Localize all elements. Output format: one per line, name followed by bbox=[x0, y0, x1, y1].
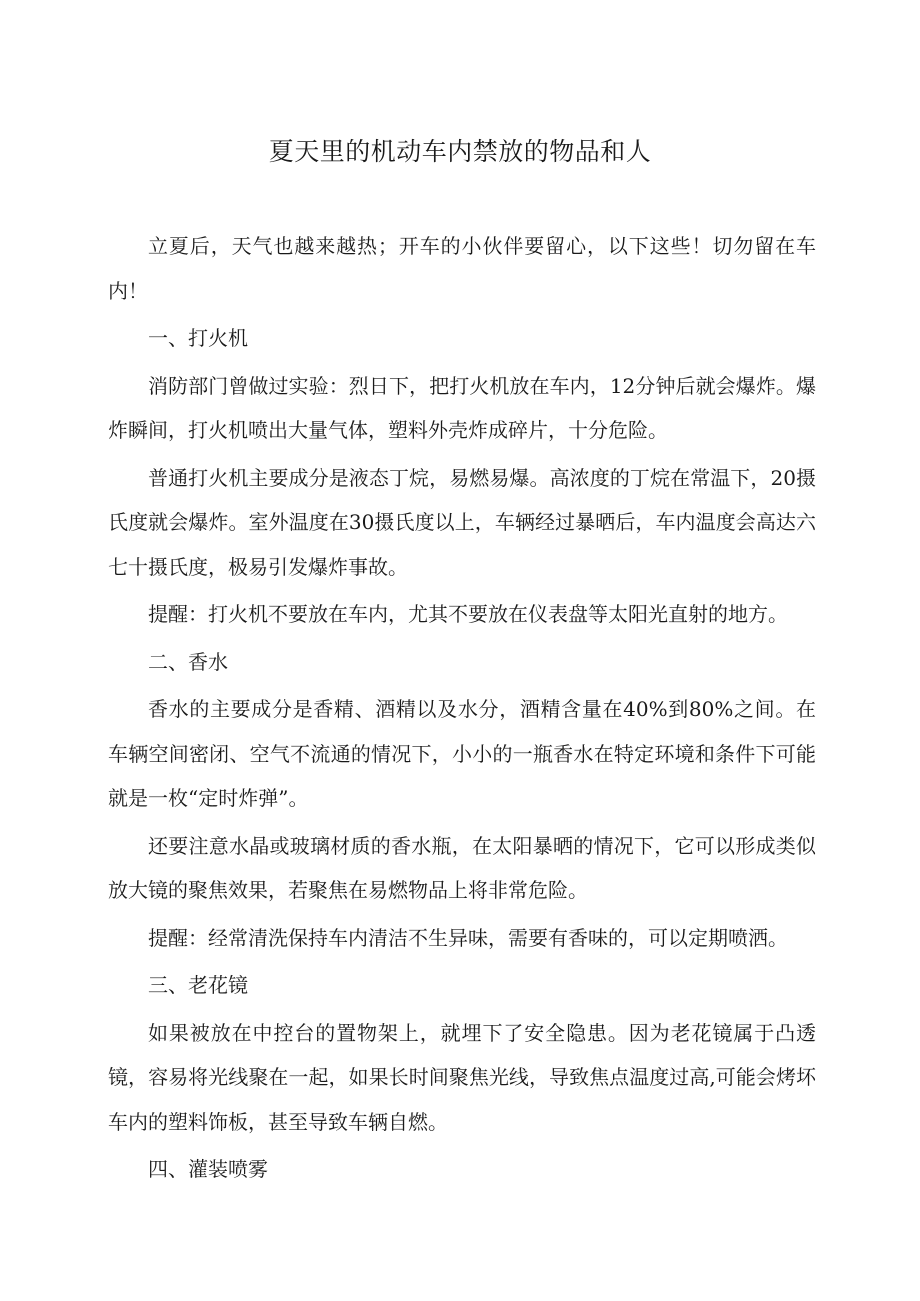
perfume-paragraph-1: 香水的主要成分是香精、酒精以及水分，酒精含量在40%到80%之间。在车辆空间密闭、空气不流通的情况下，小小的一瓶香水在特定环境和条件下可能就是一枚“定时炸弹”。 bbox=[108, 697, 816, 810]
section-heading-lighter: 一、打火机 bbox=[148, 326, 248, 350]
section-heading-spray-cans: 四、灌装喷雾 bbox=[148, 1157, 268, 1181]
lighter-reminder: 提醒：打火机不要放在车内，尤其不要放在仪表盘等太阳光直射的地方。 bbox=[148, 602, 788, 626]
section-heading-reading-glasses: 三、老花镜 bbox=[148, 973, 248, 997]
reading-glasses-paragraph-1: 如果被放在中控台的置物架上，就埋下了安全隐患。因为老花镜属于凸透镜，容易将光线聚在一起，如果长时间聚焦光线，导致焦点温度过高,可能会烤坏车内的塑料饰板，甚至导致车辆自燃。 bbox=[108, 1020, 816, 1134]
section-heading-perfume: 二、香水 bbox=[148, 649, 228, 674]
document-body bbox=[108, 224, 816, 1195]
page-title: 夏天里的机动车内禁放的物品和人 bbox=[268, 137, 652, 166]
lighter-paragraph-2: 普通打火机主要成分是液态丁烷，易燃易爆。高浓度的丁烷在常温下，20摄氏度就会爆炸。室外温度在30摄氏度以上，车辆经过暴晒后，车内温度会高达六七十摄氏度，极易引发爆炸事故。 bbox=[108, 465, 816, 579]
perfume-reminder: 提醒：经常清洗保持车内清洁不生异味，需要有香味的，可以定期喷洒。 bbox=[148, 925, 788, 950]
intro-paragraph: 立夏后，天气也越来越热；开车的小伙伴要留心，以下这些！切勿留在车内！ bbox=[108, 234, 816, 303]
lighter-paragraph-1: 消防部门曾做过实验：烈日下，把打火机放在车内，12分钟后就会爆炸。爆炸瞬间，打火机喷出大量气体，塑料外壳炸成碎片，十分危险。 bbox=[108, 373, 816, 442]
perfume-paragraph-2: 还要注意水晶或玻璃材质的香水瓶，在太阳暴晒的情况下，它可以形成类似放大镜的聚焦效果，若聚焦在易燃物品上将非常危险。 bbox=[108, 833, 816, 902]
